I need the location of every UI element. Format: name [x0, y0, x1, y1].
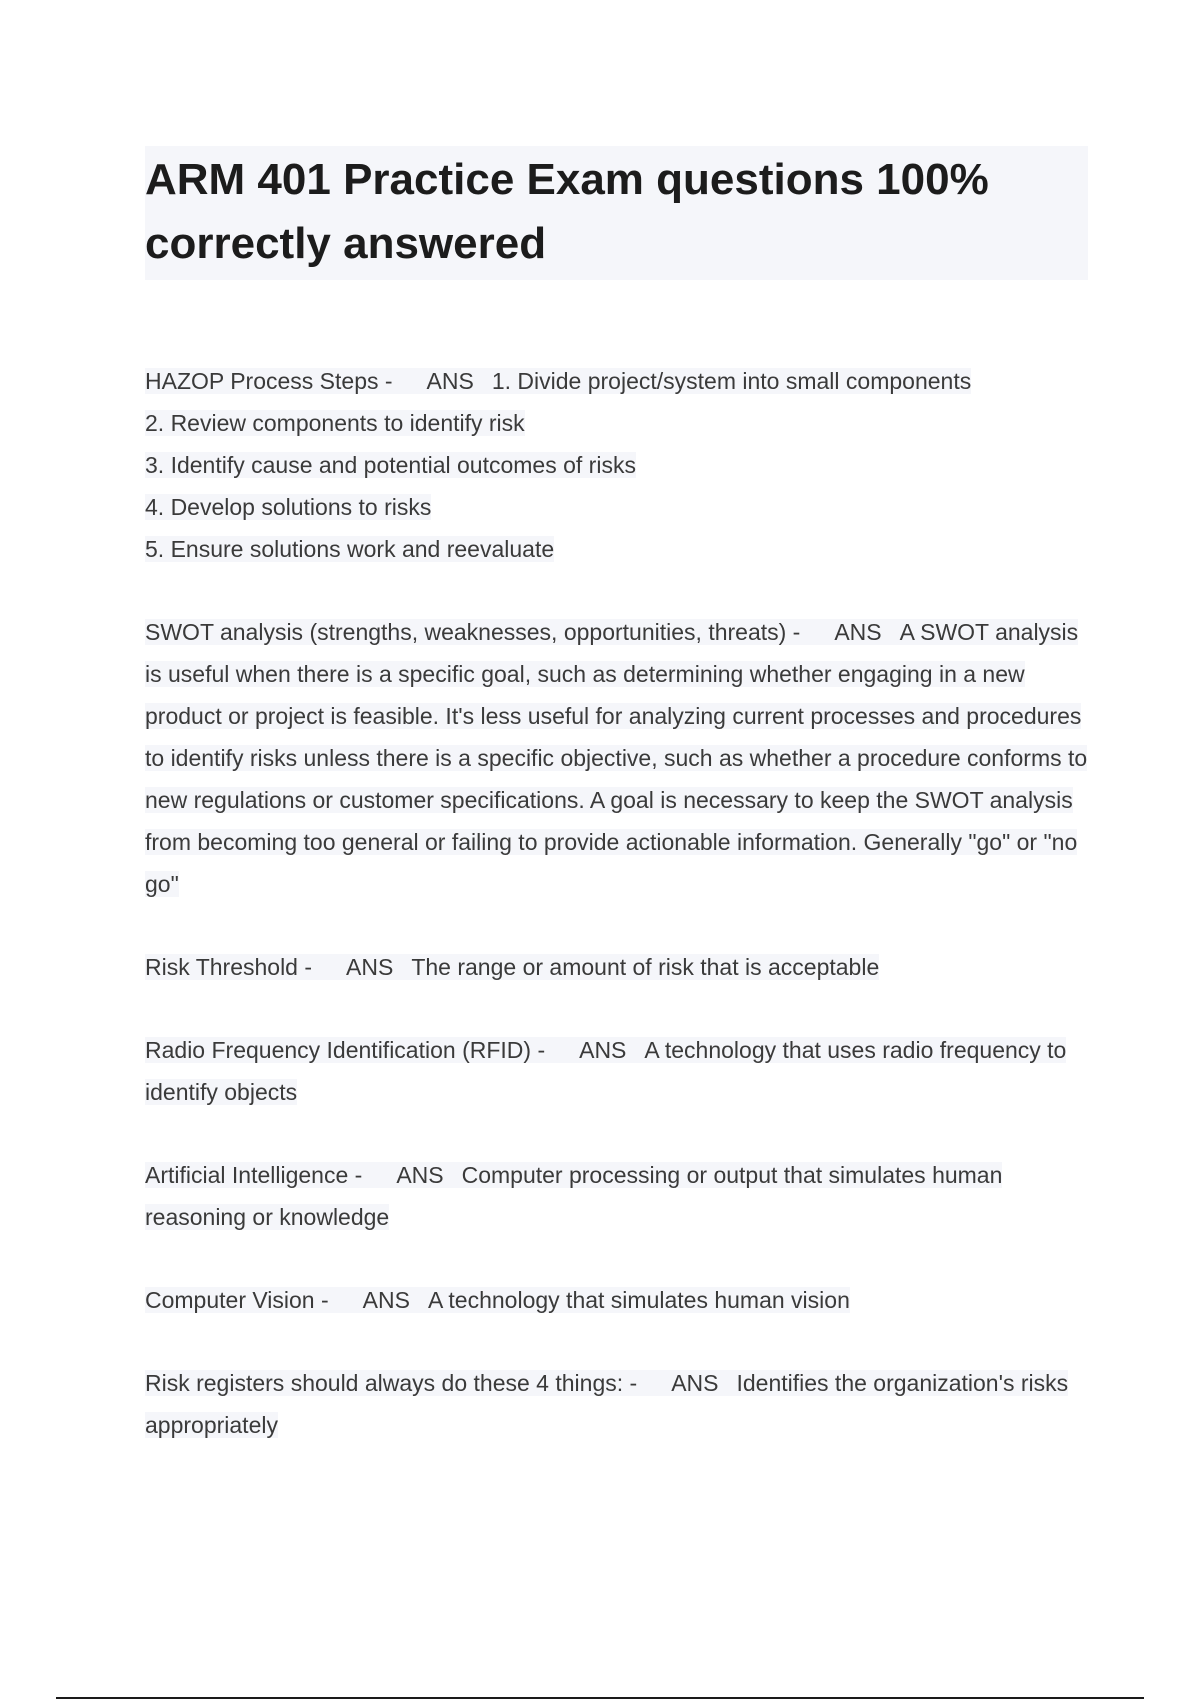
qa-term: Radio Frequency Identification (RFID) - — [145, 1037, 546, 1063]
qa-answer: A technology that uses radio frequency to identify objects — [145, 1037, 1067, 1105]
qa-item — [145, 1154, 1088, 1238]
qa-term: Risk Threshold - — [145, 954, 313, 980]
qa-marker: ANS — [834, 619, 882, 645]
qa-term: Computer Vision - — [145, 1287, 329, 1313]
qa-marker: ANS — [396, 1162, 444, 1188]
document-title: ARM 401 Practice Exam questions 100% correctly answered — [145, 155, 989, 268]
qa-answer-line: 1. Divide project/system into small components — [491, 368, 972, 394]
qa-item — [145, 360, 1088, 570]
qa-answer-line: 3. Identify cause and potential outcomes of risks — [145, 452, 636, 478]
qa-term: HAZOP Process Steps - — [145, 368, 393, 394]
qa-answer-line: 5. Ensure solutions work and reevaluate — [145, 536, 555, 562]
qa-item — [145, 946, 1088, 988]
qa-item — [145, 1029, 1088, 1113]
page-bottom-rule — [56, 1697, 1144, 1699]
qa-marker: ANS — [362, 1287, 410, 1313]
qa-marker: ANS — [579, 1037, 627, 1063]
qa-item — [145, 1279, 1088, 1321]
qa-answer: A technology that simulates human vision — [427, 1287, 850, 1313]
qa-marker: ANS — [426, 368, 474, 394]
qa-marker: ANS — [671, 1370, 719, 1396]
qa-answer-line: 2. Review components to identify risk — [145, 410, 525, 436]
qa-item — [145, 1362, 1088, 1446]
qa-answer: A SWOT analysis is useful when there is a specific goal, such as determining whether engaging in a new product or project is feasible. It's less useful for analyzing current processes and procedures to identify risks unless there is a specific objective, such as whether a procedure conforms to new regulations or customer specifications. A goal is necessary to keep the SWOT analysis from becoming too general or failing to provide actionable information. Generally "go" or "no go" — [145, 619, 1088, 897]
document-page — [145, 146, 1088, 1487]
qa-answer: Identifies the organization's risks appropriately — [145, 1370, 1069, 1438]
qa-answer: The range or amount of risk that is acceptable — [411, 954, 880, 980]
qa-answer: Computer processing or output that simulates human reasoning or knowledge — [145, 1162, 1003, 1230]
qa-term: Risk registers should always do these 4 things: - — [145, 1370, 638, 1396]
qa-answer-line: 4. Develop solutions to risks — [145, 494, 432, 520]
qa-term: SWOT analysis (strengths, weaknesses, opportunities, threats) - — [145, 619, 801, 645]
title-block — [145, 146, 1088, 280]
qa-marker: ANS — [346, 954, 394, 980]
qa-term: Artificial Intelligence - — [145, 1162, 363, 1188]
qa-item — [145, 611, 1088, 905]
